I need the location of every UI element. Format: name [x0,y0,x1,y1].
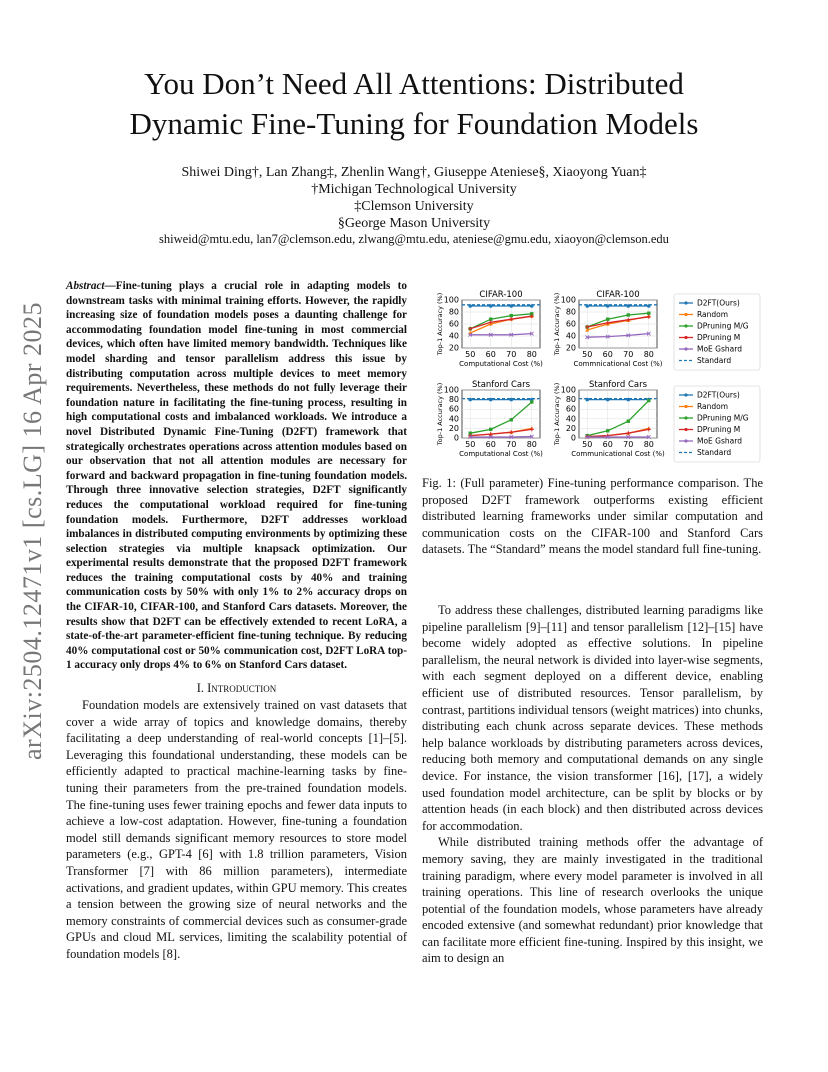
legend-marker [684,439,687,442]
series-line-DPruning M [470,429,532,435]
intro-paragraph-1: Foundation models are extensively trained on vast datasets that cover a wide array of topics and knowledge domains, thereby facilitating a deep understanding of real-world concepts [1]–[5]. Leveraging this foundational understanding, these models can be efficiently adapted to practical machine-learning tasks by fine-tuning their parameters from the pre-trained foundation models. The fine-tuning uses fewer training epochs and fewer data inputs to achieve a low-cost adaptation. However, fine-tuning a foundation model still demands significant memory resources to store model parameters (e.g., GPT-4 [6] with 1.8 trillion parameters, Vision Transformer [7] with 86 million parameters), intermediate activations, and gradient updates, within GPU memory. This creates a tension between the growing size of neural networks and the memory constraints of commercial devices such as consumer-grade GPUs and cloud ML services, limiting the scalability potential of foundation models [8]. [66,698,407,961]
data-point [510,418,513,421]
y-tick-label: 80 [565,395,576,405]
y-tick-label: 0 [570,433,576,443]
y-tick-label: 100 [443,385,459,395]
abstract-text: —Fine-tuning plays a crucial role in adapting models to downstream tasks with minimal training efforts. However, the rapidly increasing size of foundation models poses a daunting challenge for accommodating foundation model fine-tuning in most commercial devices, which often have limited memory bandwidth. Techniques like model sharding and tensor parallelism address this issue by distributing computation across multiple devices to meet memory requirements. Nevertheless, these methods do not fully leverage their foundation nature in facilitating the fine-tuning process, resulting in high computational costs and imbalanced workloads. We introduce a novel Distributed Dynamic Fine-Tuning (D2FT) framework that strategically orchestrates operations across attention modules based on our observation that not all attention modules are necessary for forward and backward propagation in fine-tuning foundation models. Through three innovative selection strategies, D2FT significantly reduces the computational workload required for fine-tuning foundation models. Furthermore, D2FT addresses workload imbalances in distributed computing environments by optimizing these selection strategies via multiple knapsack optimization. Our experimental results demonstrate that the proposed D2FT framework reduces the training computational costs by 40% and training communication costs by 50% with only 1% to 2% accuracy drops on the CIFAR-10, CIFAR-100, and Stanford Cars datasets. Moreover, the results show that D2FT can be effectively extended to recent LoRA, a state-of-the-art parameter-efficient fine-tuning technique. By reducing 40% computational cost or 50% communication cost, D2FT LoRA top-1 accuracy only drops 4% to 6% on Stanford Cars dataset. [66,280,407,672]
legend-marker [684,336,687,339]
legend-1 [674,294,760,370]
legend-label: MoE Gshard [697,344,742,354]
data-point [606,429,609,432]
y-tick-label: 100 [443,295,459,305]
y-tick-label: 0 [453,433,459,443]
legend-label: DPruning M/G [697,321,749,331]
legend-marker [684,393,687,396]
x-tick-label: 60 [485,350,496,359]
x-tick-label: 80 [526,350,537,359]
legend-label: D2FT(Ours) [697,298,740,308]
legend-2 [674,386,760,462]
x-tick-label: 80 [526,440,537,449]
chart-title: CIFAR-100 [596,290,640,300]
y-tick-label: 100 [560,385,576,395]
figure-caption: Fig. 1: (Full parameter) Fine-tuning performance comparison. The proposed D2FT framework outperforms existing efficient distributed learning frameworks under similar computation and communication costs on the CIFAR-100 and Stanford Cars datasets. The “Standard” means the model standard full fine-tuning. [422,476,763,557]
chart-title: Stanford Cars [588,380,648,390]
paper-title [0,64,828,144]
x-tick-label: 50 [582,350,593,359]
x-tick-label: 70 [623,440,634,449]
y-tick-label: 40 [565,331,576,341]
chart-panel-4 [553,380,665,458]
legend-label: Standard [697,448,732,458]
data-point [627,313,630,316]
affiliation-3: §George Mason University [337,216,491,231]
plot-frame [579,390,657,438]
series-line-DPruning M [470,316,532,329]
legend-label: Standard [697,356,732,366]
legend-marker [684,347,687,350]
y-tick-label: 80 [448,395,459,405]
y-tick-label: 80 [448,307,459,317]
y-tick-label: 20 [448,423,459,433]
series-line-DPruning M [587,317,649,327]
chart-title: Stanford Cars [471,380,531,390]
chart-panel-2 [553,290,663,368]
series-line-MoE Gshard [470,334,532,335]
x-tick-label: 60 [602,440,613,449]
legend-marker [684,313,687,316]
right-column [422,602,763,967]
legend-marker [684,416,687,419]
right-paragraph-1: To address these challenges, distributed learning paradigms like pipeline parallelism [9]–[11] and tensor parallelism [12]–[15] have become widely adopted as effective solutions. In pipeline parallelism, the neural network is divided into layer-wise segments, with each segment deployed on a different device, enabling efficient use of distributed resources. Tensor parallelism, by contrast, partitions individual tensors (weight matrices) into chunks, distributing each chunk across separate devices. These methods help balance workloads by distributing parameters across devices, reducing both memory and computational demands on any single device. For instance, the vision transformer [16], [17], a widely used foundation model architecture, can be split by blocks or by attention heads (in each block) and then distributed across devices for accommodation. [422,603,763,833]
legend-marker [684,405,687,408]
chart-panel-1 [436,290,543,368]
y-axis-label: Top-1 Accuracy (%) [436,382,444,446]
legend-label: DPruning M/G [697,413,749,423]
x-tick-label: 70 [623,350,634,359]
y-axis-label: Top-1 Accuracy (%) [553,382,561,446]
legend-marker [684,324,687,327]
title-line-2: Dynamic Fine-Tuning for Foundation Models [129,106,699,141]
legend-marker [684,301,687,304]
x-tick-label: 70 [506,440,517,449]
emails: shiweid@mtu.edu, lan7@clemson.edu, zlwang@mtu.edu, ateniese@gmu.edu, xiaoyon@clemson.edu [159,232,669,246]
intro-column [66,697,407,963]
x-axis-label: Communicational Cost (%) [571,450,665,458]
x-tick-label: 50 [465,440,476,449]
y-tick-label: 40 [448,331,459,341]
x-axis-label: Commnicational Cost (%) [573,360,663,368]
legend-label: Random [697,310,729,320]
data-point [647,312,650,315]
series-line-Random [587,428,649,436]
x-tick-label: 50 [465,350,476,359]
x-tick-label: 50 [582,440,593,449]
legend-label: MoE Gshard [697,436,742,446]
y-tick-label: 20 [565,423,576,433]
y-tick-label: 20 [565,343,576,353]
data-point [530,400,533,403]
x-tick-label: 60 [485,440,496,449]
x-tick-label: 70 [506,350,517,359]
author-block [0,164,828,232]
x-tick-label: 80 [643,440,654,449]
legend-label: DPruning M [697,425,741,435]
y-tick-label: 20 [448,343,459,353]
arxiv-stamp: arXiv:2504.12471v1 [cs.LG] 16 Apr 2025 [18,301,47,760]
data-point [489,428,492,431]
abstract [66,279,407,673]
y-tick-label: 60 [565,404,576,414]
affiliation-2: ‡Clemson University [354,199,474,214]
y-tick-label: 80 [565,307,576,317]
y-tick-label: 60 [448,404,459,414]
legend-label: D2FT(Ours) [697,390,740,400]
y-tick-label: 40 [448,414,459,424]
abstract-label: Abstract [66,280,105,292]
x-axis-label: Computational Cost (%) [459,450,543,458]
title-line-1: You Don’t Need All Attentions: Distributed [144,66,684,101]
data-point [627,420,630,423]
section-heading: I. Introduction [196,681,277,695]
y-tick-label: 40 [565,414,576,424]
x-axis-label: Computational Cost (%) [459,360,543,368]
legend-label: DPruning M [697,333,741,343]
x-tick-label: 60 [602,350,613,359]
affiliation-1: †Michigan Technological University [311,182,517,197]
figure-1 [422,278,767,468]
legend-label: Random [697,402,729,412]
y-tick-label: 60 [448,319,459,329]
y-tick-label: 100 [560,295,576,305]
y-axis-label: Top-1 Accuracy (%) [553,292,561,356]
authors: Shiwei Ding†, Lan Zhang‡, Zhenlin Wang†, Giuseppe Ateniese§, Xiaoyong Yuan‡ [181,165,647,180]
plot-frame [462,390,540,438]
data-point [510,314,513,317]
right-paragraph-2: While distributed training methods offer the advantage of memory saving, they are mainly investigated in the traditional training paradigm, where every model parameter is involved in all training operations. This line of research overlooks the unique potential of the foundation models, whose parameters have already encoded extensive (and somewhat redundant) prior knowledge that can facilitate more efficient fine-tuning. Inspired by this insight, we aim to design an [422,835,763,966]
chart-title: CIFAR-100 [479,290,523,300]
y-axis-label: Top-1 Accuracy (%) [436,292,444,356]
legend-marker [684,428,687,431]
series-line-MoE Gshard [587,334,649,338]
chart-panel-3 [436,380,543,458]
data-point [647,399,650,402]
data-point [606,318,609,321]
x-tick-label: 80 [643,350,654,359]
y-tick-label: 60 [565,319,576,329]
